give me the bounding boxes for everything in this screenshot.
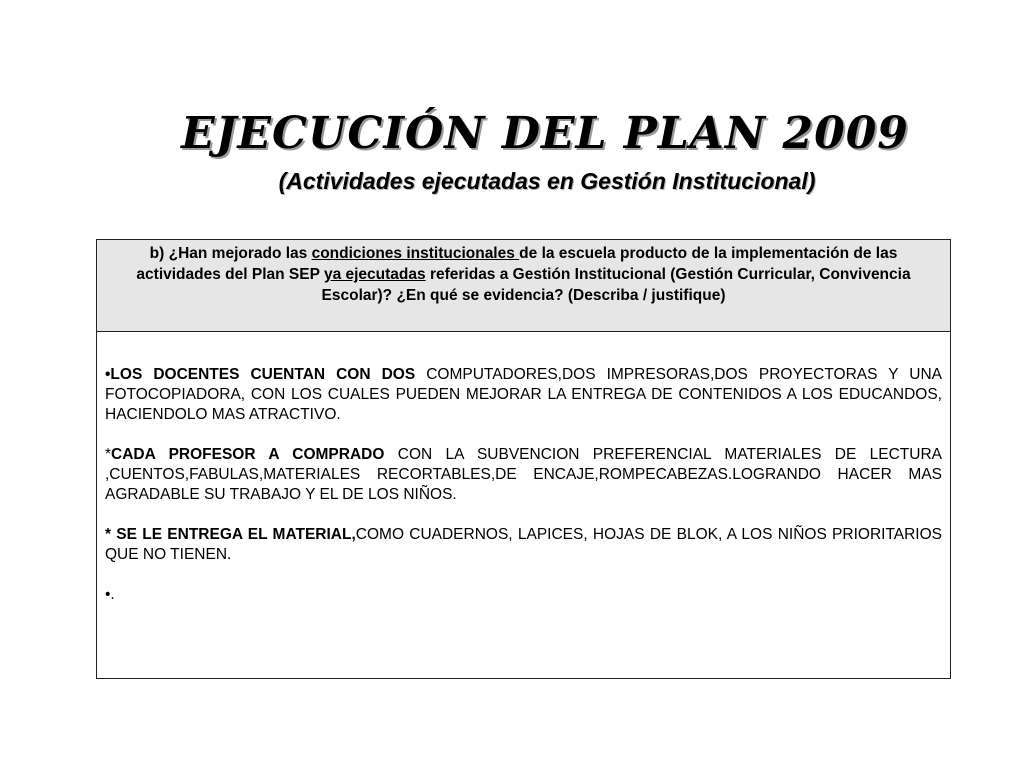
page-subtitle: (Actividades ejecutadas en Gestión Institucional) xyxy=(278,168,816,194)
question-text-part3: referidas a Gestión Institucional (Gestión Curricular, Convivencia Escolar)? ¿En qué se evidencia? (Describa / justifique) xyxy=(321,266,911,304)
answer-body: COMPUTADORES,DOS IMPRESORAS,DOS PROYECTORAS Y UNA FOTOCOPIADORA, CON LOS CUALES PUEDEN MEJORAR LA ENTREGA DE CONTENIDOS A LOS EDUCANDOS, HACIENDOLO MAS ATRACTIVO. xyxy=(105,366,942,423)
question-underline-2: ya ejecutadas xyxy=(323,266,426,283)
answer-lead: •LOS DOCENTES CUENTAN CON DOS xyxy=(105,366,416,383)
answer-lead: * SE LE ENTREGA EL MATERIAL, xyxy=(105,526,356,543)
answer-item-docentes xyxy=(105,365,942,425)
page-title: EJECUCIÓN DEL PLAN 2009 xyxy=(181,108,909,159)
answer-item-profesor xyxy=(105,445,942,505)
question-answer-table xyxy=(96,239,951,679)
answer-item-material xyxy=(105,525,942,565)
question-text-part1: b) ¿Han mejorado las xyxy=(149,245,312,262)
trailing-bullet: •. xyxy=(105,586,115,603)
answer-cell xyxy=(97,332,950,605)
question-text-part2: de la escuela producto de la implementación de las actividades del Plan SEP xyxy=(136,245,898,283)
answer-lead: CADA PROFESOR A COMPRADO xyxy=(111,446,385,463)
answer-body: COMO CUADERNOS, LAPICES, HOJAS DE BLOK, A LOS NIÑOS PRIORITARIOS QUE NO TIENEN. xyxy=(105,526,942,563)
question-cell xyxy=(97,240,950,332)
question-underline-1: condiciones institucionales xyxy=(311,245,520,262)
answer-body: CON LA SUBVENCION PREFERENCIAL MATERIALES DE LECTURA ,CUENTOS,FABULAS,MATERIALES RECORTABLES,DE ENCAJE,ROMPECABEZAS.LOGRANDO HACER MAS AGRADABLE SU TRABAJO Y EL DE LOS NIÑOS. xyxy=(105,446,942,503)
answer-prefix: * xyxy=(105,446,112,463)
